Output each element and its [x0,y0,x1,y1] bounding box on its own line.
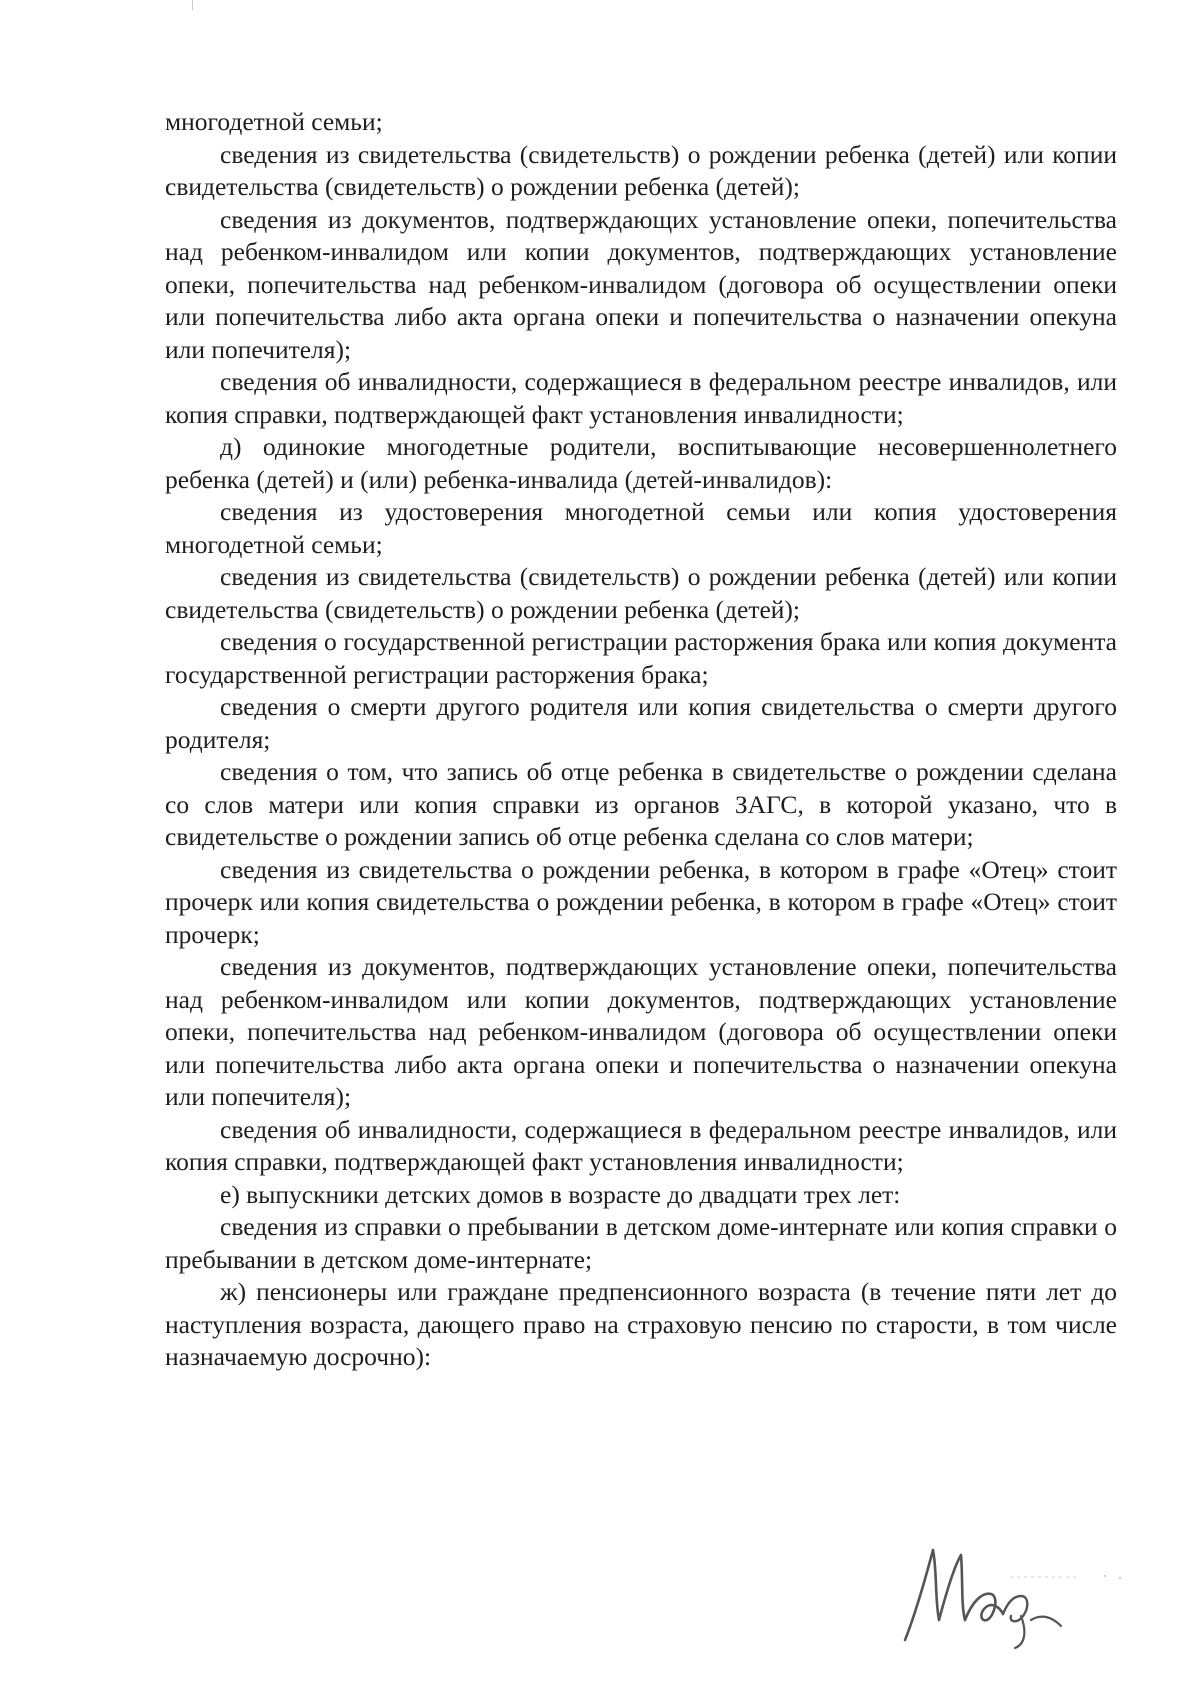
paragraph: д) одинокие многодетные родители, воспитывающие несовершеннолетнего ребенка (детей) и (или) ребенка-инвалида (детей-инвалидов): [165,432,1117,494]
paragraph: сведения из удостоверения многодетной семьи или копия удостоверения многодетной семьи; [165,497,1117,559]
paragraph: сведения о смерти другого родителя или копия свидетельства о смерти другого родителя; [165,692,1117,754]
paragraph: сведения о государственной регистрации расторжения брака или копия документа государственной регистрации расторжения брака; [165,627,1117,689]
handwritten-signature [895,1520,1075,1650]
paragraph: сведения из свидетельства (свидетельств) о рождении ребенка (детей) или копии свидетельства (свидетельств) о рождении ребенка (детей); [165,562,1117,624]
paragraph: многодетной семьи; [165,107,383,136]
paragraph: сведения из документов, подтверждающих установление опеки, попечительства над ребенком-инвалидом или копии документов, подтверждающих установление опеки, попечительства над ребенком-инвалидом (договора об осуществлении опеки или попечительства либо акта органа опеки и попечительства о назначении опекуна или попечителя); [165,952,1117,1111]
paragraph: ж) пенсионеры или граждане предпенсионного возраста (в течение пяти лет до наступления возраста, дающего право на страховую пенсию по старости, в том числе назначаемую досрочно): [165,1277,1117,1371]
paragraph: сведения из свидетельства (свидетельств) о рождении ребенка (детей) или копии свидетельства (свидетельств) о рождении ребенка (детей); [165,139,1117,201]
paragraph: сведения из документов, подтверждающих установление опеки, попечительства над ребенком-инвалидом или копии документов, подтверждающих установление опеки, попечительства над ребенком-инвалидом (договора об осуществлении опеки или попечительства либо акта органа опеки и попечительства о назначении опекуна или попечителя); [165,204,1117,364]
scan-artifact [192,0,193,10]
faint-scan-marks [1010,1572,1130,1582]
paragraph: сведения об инвалидности, содержащиеся в федеральном реестре инвалидов, или копия справки, подтверждающей факт установления инвалидности; [165,1114,1117,1176]
paragraph: сведения из справки о пребывании в детском доме-интернате или копия справки о пребывании в детском доме-интернате; [165,1212,1117,1274]
paragraph: е) выпускники детских домов в возрасте до двадцати трех лет: [220,1179,901,1209]
document-body [165,106,1117,1374]
paragraph: сведения из свидетельства о рождении ребенка, в котором в графе «Отец» стоит прочерк или копия свидетельства о рождении ребенка, в котором в графе «Отец» стоит прочерк; [165,854,1117,949]
paragraph: сведения об инвалидности, содержащиеся в федеральном реестре инвалидов, или копия справки, подтверждающей факт установления инвалидности; [165,367,1117,429]
paragraph: сведения о том, что запись об отце ребенка в свидетельстве о рождении сделана со слов матери или копия справки из органов ЗАГС, в которой указано, что в свидетельстве о рождении запись об отце ребенка сделана со слов матери; [165,757,1117,851]
